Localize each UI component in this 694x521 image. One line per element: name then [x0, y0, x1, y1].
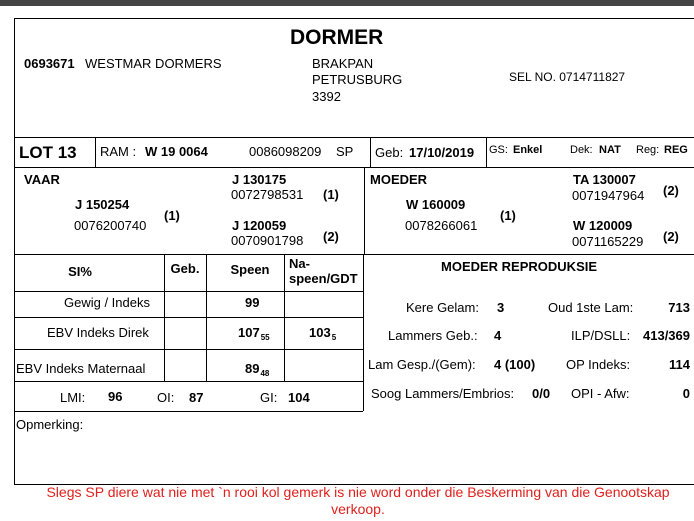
repro-label: Oud 1ste Lam: — [548, 300, 634, 315]
oi-label: OI: — [157, 390, 175, 405]
gi-label: GI: — [260, 390, 278, 405]
speen-value: $89_{48}$ — [245, 361, 270, 378]
repro-value: 713 — [668, 300, 690, 315]
dam-dam-mark: (2) — [663, 229, 679, 244]
sire-dam-number: 0070901798 — [231, 233, 304, 248]
sire-mark: (1) — [164, 208, 180, 223]
sel-number: SEL NO. 0714711827 — [509, 70, 626, 84]
oi-value: 87 — [189, 390, 204, 405]
divider — [14, 291, 363, 292]
sire-heading: VAAR — [24, 172, 60, 187]
repro-value: 0 — [682, 386, 690, 401]
divider — [14, 167, 694, 168]
divider — [14, 317, 363, 318]
dam-dam-number: 0071165229 — [572, 234, 644, 249]
dek-label: Dek: — [570, 144, 593, 156]
remarks-label: Opmerking: — [16, 417, 84, 432]
repro-value: 4 — [494, 328, 502, 343]
birth-label: Geb: — [375, 145, 404, 160]
lmi-value: 96 — [108, 389, 123, 404]
divider — [364, 167, 365, 254]
speen-header: Speen — [230, 262, 270, 277]
divider — [14, 349, 363, 350]
speen-value: 99 — [245, 295, 260, 310]
repro-label: Lammers Geb.: — [388, 328, 478, 343]
lmi-label: LMI: — [60, 390, 86, 405]
reg-number: 0086098209 — [249, 144, 322, 159]
owner-name: WESTMAR DORMERS — [85, 56, 222, 71]
lot-number: LOT 13 — [19, 143, 77, 162]
reg-label: Reg: — [636, 144, 660, 156]
divider — [363, 254, 364, 411]
divider — [14, 254, 694, 255]
dek-value: NAT — [599, 144, 621, 156]
divider — [14, 381, 363, 382]
gi-value: 104 — [288, 390, 310, 405]
sire-id: J 150254 — [75, 197, 130, 212]
speen-sub: 48 — [260, 369, 270, 378]
dam-dam-id: W 120009 — [573, 218, 633, 233]
row-label: EBV Indeks Direk — [47, 325, 149, 340]
repro-label: Kere Gelam: — [406, 300, 479, 315]
ram-label: RAM : — [100, 144, 137, 159]
ram-value: W 19 0064 — [145, 144, 208, 159]
sire-sire-id: J 130175 — [232, 172, 287, 187]
birth-date: 17/10/2019 — [409, 145, 475, 160]
repro-label: OPI - Afw: — [571, 386, 630, 401]
dam-sire-mark: (2) — [663, 183, 679, 198]
sire-sire-mark: (1) — [323, 187, 339, 202]
repro-label: Lam Gesp./(Gem): — [368, 357, 476, 372]
naspeen-sub: 5 — [331, 333, 337, 342]
owner-code: 0693671 — [24, 56, 75, 71]
repro-label: Soog Lammers/Embrios: — [371, 386, 515, 401]
repro-value: 0/0 — [532, 386, 551, 401]
address-line: PETRUSBURG — [312, 72, 403, 87]
dam-sire-id: TA 130007 — [573, 172, 636, 187]
row-label: Gewig / Indeks — [64, 295, 150, 310]
divider — [486, 137, 487, 167]
frame-top — [14, 18, 694, 19]
sire-sire-number: 0072798531 — [231, 187, 304, 202]
breed-title: DORMER — [290, 26, 384, 49]
frame-left — [14, 18, 15, 485]
speen-value: $107_{55}$ — [238, 325, 270, 342]
repro-value: 3 — [497, 300, 505, 315]
address-line: 3392 — [312, 89, 341, 104]
sire-dam-id: J 120059 — [232, 218, 287, 233]
divider — [14, 411, 363, 412]
divider — [14, 137, 694, 138]
reproduction-title: MOEDER REPRODUKSIE — [441, 259, 598, 274]
speen-sub: 55 — [260, 333, 270, 342]
reg-value: REG — [664, 144, 688, 156]
repro-value: 114 — [669, 357, 690, 372]
repro-value: 413/369 — [643, 328, 690, 343]
dam-id: W 160009 — [406, 197, 466, 212]
repro-label: ILP/DSLL: — [571, 328, 631, 343]
sp-mark: SP — [336, 144, 354, 159]
footer-notice: Slegs SP diere wat nie met `n rooi kol gemerk is nie word onder die Beskerming van die Genootskap verkoop. — [46, 484, 670, 517]
top-edge — [0, 0, 694, 6]
gs-value: Enkel — [513, 144, 543, 156]
sire-number: 0076200740 — [74, 218, 147, 233]
dam-number: 0078266061 — [405, 218, 478, 233]
row-label: EBV Indeks Maternaal — [16, 361, 146, 376]
dam-sire-number: 0071947964 — [572, 188, 645, 203]
si-header: SI% — [68, 264, 92, 279]
repro-label: OP Indeks: — [566, 357, 631, 372]
repro-value: 4 (100) — [494, 357, 536, 372]
divider — [370, 137, 371, 167]
gs-label: GS: — [489, 144, 508, 156]
address-line: BRAKPAN — [312, 56, 374, 71]
sire-dam-mark: (2) — [323, 229, 339, 244]
divider — [95, 137, 96, 167]
dam-heading: MOEDER — [370, 172, 428, 187]
naspeen-value: $103_5$ — [309, 325, 337, 342]
geb-header: Geb. — [170, 261, 200, 276]
naspeen-header: Na- speen/GDT — [289, 256, 358, 286]
dam-mark: (1) — [500, 208, 516, 223]
